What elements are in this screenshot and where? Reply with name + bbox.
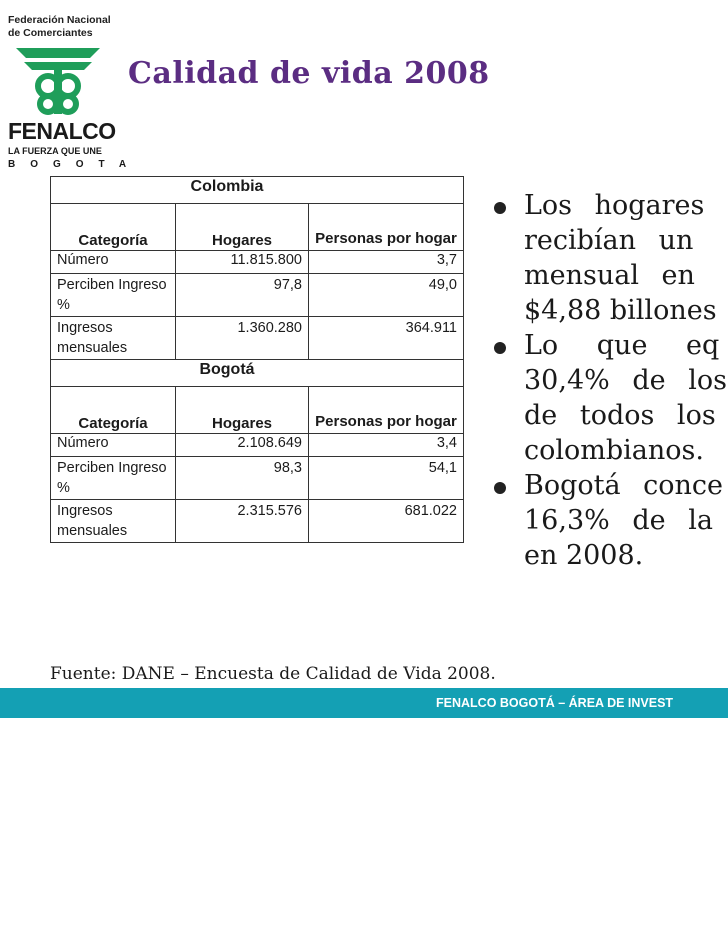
bullet-line: Los hogares	[524, 190, 705, 221]
cell-hogares: 1.360.280	[176, 317, 309, 360]
bullet-line: 30,4% de los	[524, 365, 727, 396]
source-note: Fuente: DANE – Encuesta de Calidad de Vida 2008.	[50, 664, 496, 684]
fenalco-emblem-icon	[10, 44, 106, 116]
bullet-dot-icon	[494, 482, 506, 494]
cell-category: Perciben Ingreso %	[51, 457, 176, 500]
bullet-line: 16,3% de la	[524, 505, 713, 536]
bullet-dot-icon	[494, 342, 506, 354]
bullet-line: de todos los	[524, 400, 716, 431]
table-header-row	[51, 387, 464, 434]
cell-category: Número	[51, 251, 176, 274]
bullet-item	[490, 188, 728, 328]
brand-name: FENALCO	[8, 118, 116, 144]
bullet-list	[490, 188, 728, 573]
bullet-line: $4,88 billones	[524, 295, 717, 326]
page-title: Calidad de vida 2008	[128, 56, 490, 91]
table-row	[51, 457, 464, 500]
cell-hogares: 11.815.800	[176, 251, 309, 274]
cell-category: Número	[51, 434, 176, 457]
bullet-line: recibían un	[524, 225, 694, 256]
bullet-line: en 2008.	[524, 540, 644, 571]
header-personas-por-hogar: Personas por hogar	[309, 387, 464, 434]
header-hogares: Hogares	[176, 387, 309, 434]
bullet-dot-icon	[494, 202, 506, 214]
cell-personas: 49,0	[309, 274, 464, 317]
cell-hogares: 98,3	[176, 457, 309, 500]
header-categoria: Categoría	[51, 387, 176, 434]
bullet-item	[490, 468, 728, 573]
cell-personas: 681.022	[309, 500, 464, 543]
org-name-line2: de Comerciantes	[8, 27, 93, 39]
table-row	[51, 274, 464, 317]
fenalco-logo	[8, 14, 142, 174]
table-row	[51, 500, 464, 543]
bullet-line: mensual en	[524, 260, 695, 291]
data-tables	[50, 176, 464, 543]
header-personas-por-hogar: Personas por hogar	[309, 204, 464, 251]
footer-text: FENALCO BOGOTÁ – ÁREA DE INVEST	[436, 696, 674, 710]
table-header-row	[51, 204, 464, 251]
table-row	[51, 434, 464, 457]
cell-hogares: 97,8	[176, 274, 309, 317]
quality-of-life-table	[50, 176, 464, 543]
cell-personas: 3,4	[309, 434, 464, 457]
bullet-line: Lo que eq	[524, 330, 720, 361]
table-row	[51, 317, 464, 360]
region-colombia: Colombia	[51, 177, 464, 204]
cell-personas: 54,1	[309, 457, 464, 500]
cell-hogares: 2.108.649	[176, 434, 309, 457]
cell-hogares: 2.315.576	[176, 500, 309, 543]
brand-tagline: LA FUERZA QUE UNE	[8, 146, 102, 156]
region-bogota: Bogotá	[51, 360, 464, 387]
org-name-line1: Federación Nacional	[8, 14, 111, 26]
bullet-line: colombianos.	[524, 435, 704, 466]
header-hogares: Hogares	[176, 204, 309, 251]
bullet-line: Bogotá conce	[524, 470, 724, 501]
cell-category: Ingresos mensuales	[51, 317, 176, 360]
cell-category: Perciben Ingreso %	[51, 274, 176, 317]
footer-bar	[0, 688, 728, 718]
table-row	[51, 251, 464, 274]
cell-category: Ingresos mensuales	[51, 500, 176, 543]
cell-personas: 364.911	[309, 317, 464, 360]
bullet-item	[490, 328, 728, 468]
brand-city: BOGOTA	[8, 159, 142, 170]
header-categoria: Categoría	[51, 204, 176, 251]
cell-personas: 3,7	[309, 251, 464, 274]
